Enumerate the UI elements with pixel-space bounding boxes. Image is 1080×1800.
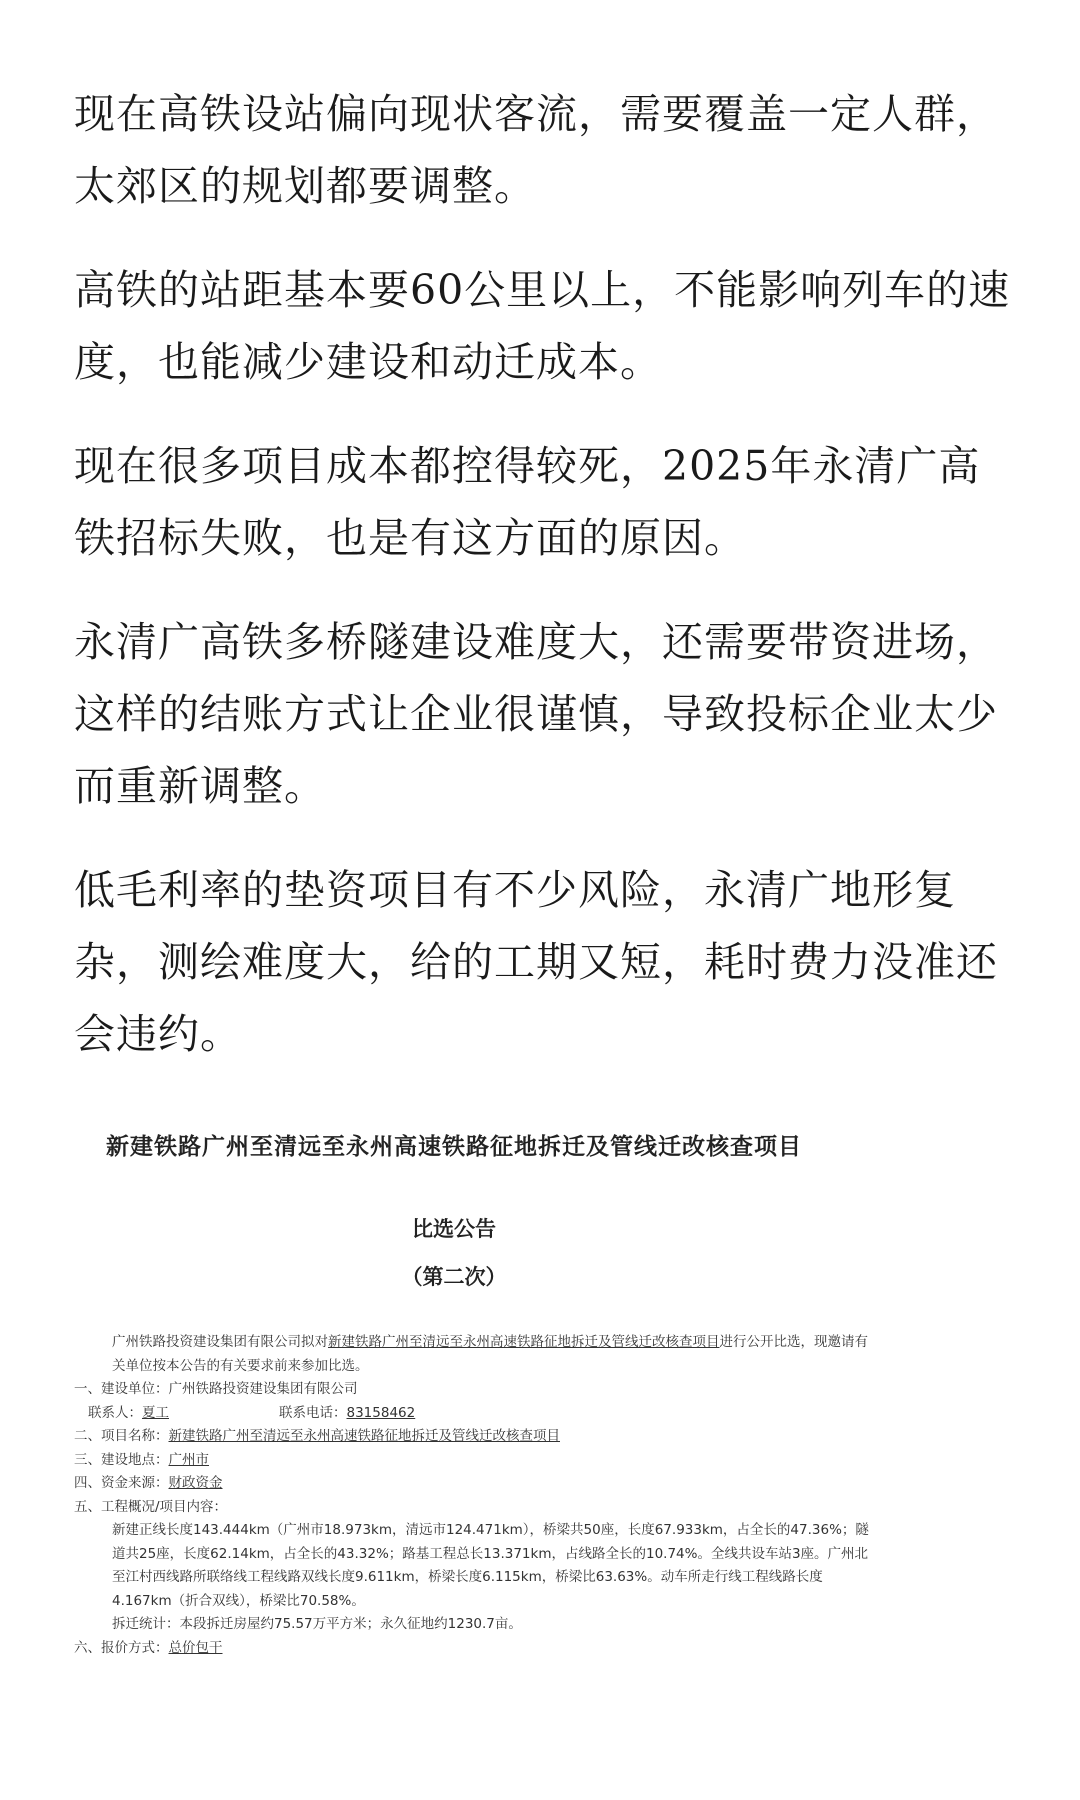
overview-paragraph: 新建正线长度143.444km（广州市18.973km，清远市124.471km），桥梁共50座，长度67.933km，占全长的47.36%；隧道共25座，长度62.14km，占全长的43.32%；路基工程总长13.371km，占线路全长的10.74%。全线共设车站3座。广州北至江村西线路所联络线工程线路双线长度9.611km，桥梁长度6.115km，桥梁比63.63%。动车所走行线工程线路长度4.167km（折合双线），桥梁比70.58%。: [112, 1522, 869, 1609]
paragraph: 高铁的站距基本要60公里以上，不能影响列车的速度，也能减少建设和动迁成本。: [74, 266, 1011, 386]
paragraph: 现在高铁设站偏向现状客流，需要覆盖一定人群，太郊区的规划都要调整。: [74, 90, 998, 210]
intro-prefix: 广州铁路投资建设集团有限公司拟对: [112, 1334, 328, 1350]
section-value: 广州铁路投资建设集团有限公司: [168, 1381, 358, 1397]
announcement-document-image: [74, 1128, 874, 1660]
section-label: 四、资金来源：: [74, 1475, 169, 1491]
paragraph: 永清广高铁多桥隧建设难度大，还需要带资进场，这样的结账方式让企业很谨慎，导致投标企业太少而重新调整。: [74, 618, 998, 810]
demolition-stats: 拆迁统计：本段拆迁房屋约75.57万平方米；永久征地约1230.7亩。: [112, 1616, 522, 1632]
section-label: 三、建设地点：: [74, 1451, 169, 1468]
section-label: 一、建设单位：: [74, 1381, 169, 1397]
section-pricing: [74, 1637, 874, 1661]
document-body: [74, 1331, 874, 1660]
document-title: 新建铁路广州至清远至永州高速铁路征地拆迁及管线迁改核查项目: [106, 1134, 802, 1160]
document-intro: [74, 1331, 874, 1378]
section-value: 财政资金: [168, 1475, 223, 1491]
section-location: [74, 1449, 874, 1473]
section-label: 二、项目名称：: [74, 1428, 169, 1444]
section-value: 广州市: [168, 1451, 209, 1468]
paragraph: 现在很多项目成本都控得较死，2025年永清广高铁招标失败，也是有这方面的原因。: [74, 442, 981, 562]
contact-line: [74, 1402, 874, 1426]
phone-value: 83158462: [346, 1404, 416, 1421]
section-label: 六、报价方式：: [74, 1639, 169, 1656]
document-subtitle: 比选公告: [412, 1217, 496, 1241]
document-subtitle-round: （第二次）: [401, 1265, 507, 1289]
contact-value: 夏工: [142, 1404, 169, 1421]
phone-label: 联系电话：: [279, 1404, 347, 1421]
paragraph: 低毛利率的垫资项目有不少风险，永清广地形复杂，测绘难度大，给的工期又短，耗时费力没准还会违约。: [74, 866, 998, 1058]
section-value: 总价包干: [168, 1639, 223, 1656]
section-funding: [74, 1472, 874, 1496]
section-value: 新建铁路广州至清远至永州高速铁路征地拆迁及管线迁改核查项目: [168, 1428, 560, 1444]
contact-label: 联系人：: [88, 1404, 142, 1421]
section-label: 五、工程概况/项目内容：: [74, 1498, 228, 1515]
article: [74, 78, 1014, 1102]
section-project-name: [74, 1425, 874, 1449]
section-overview: [74, 1496, 874, 1520]
intro-suffix: 进行公开比选，现邀请有关单位按本公告的有关要求前来参加比选。: [112, 1334, 868, 1374]
intro-project-name: 新建铁路广州至清远至永州高速铁路征地拆迁及管线迁改核查项目: [328, 1334, 720, 1350]
section-builder: [74, 1378, 874, 1402]
